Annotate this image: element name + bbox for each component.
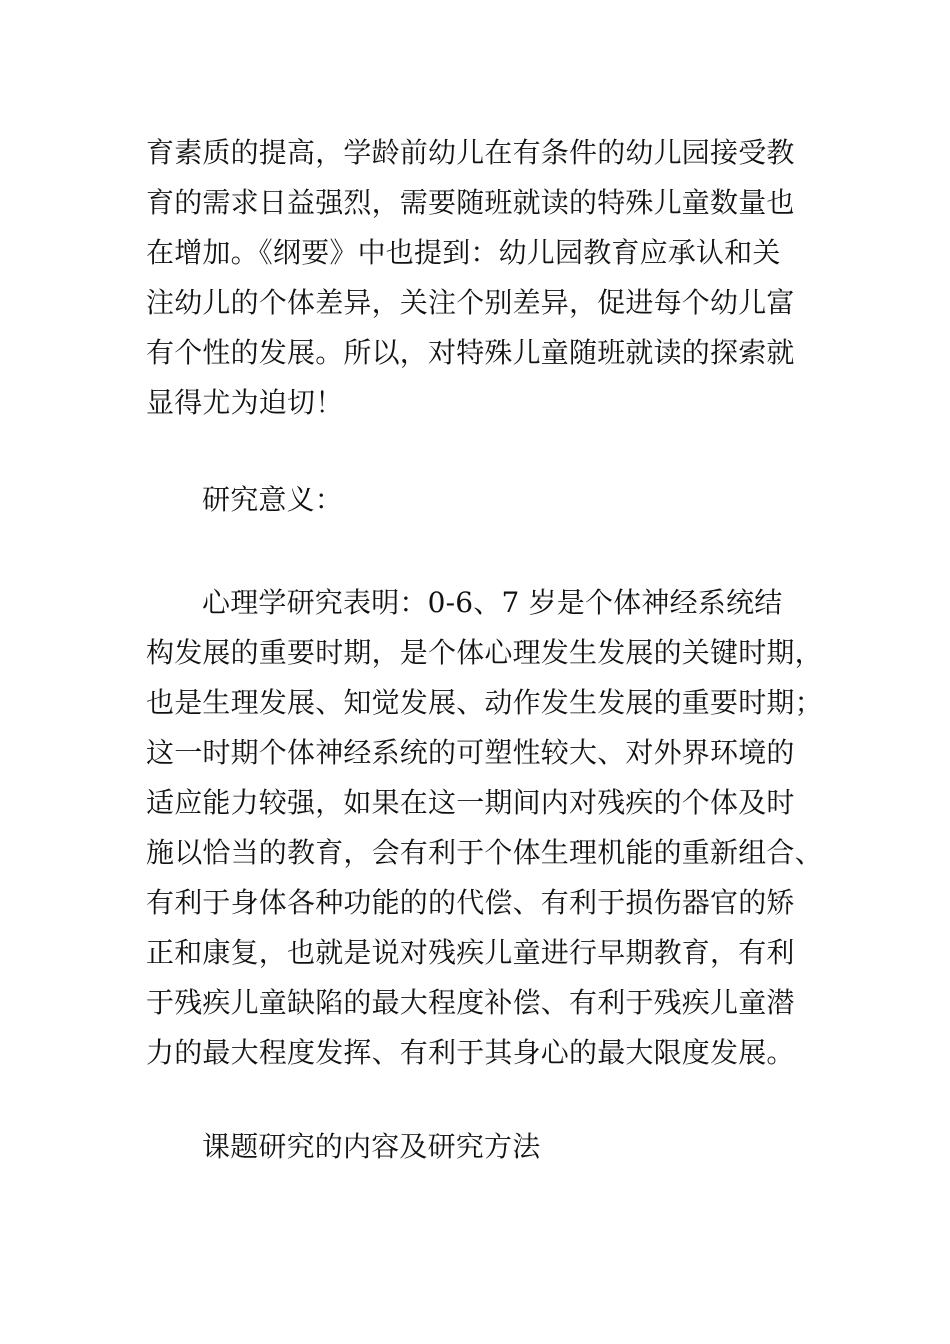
text-line: 注幼儿的个体差异，关注个别差异，促进每个幼儿富 — [146, 286, 795, 319]
text-line: 在增加。《纲要》中也提到：幼儿园教育应承认和关 — [146, 236, 781, 269]
section-heading-significance — [202, 475, 872, 525]
text-line: 这一时期个体神经系统的可塑性较大、对外界环境的 — [146, 736, 795, 769]
text-line: 力的最大程度发挥、有利于其身心的最大限度发展。 — [146, 1036, 795, 1069]
text-line: 显得尤为迫切！ — [146, 386, 344, 419]
text-line: 育素质的提高，学龄前幼儿在有条件的幼儿园接受教 — [146, 136, 795, 169]
text-line: 适应能力较强，如果在这一期间内对残疾的个体及时 — [146, 786, 795, 819]
text-line: 心理学研究表明：0-6、7 岁是个体神经系统结 — [202, 586, 783, 619]
text-line: 于残疾儿童缺陷的最大程度补偿、有利于残疾儿童潜 — [146, 986, 795, 1019]
heading-text: 研究意义： — [202, 483, 344, 516]
paragraph-background — [146, 128, 816, 428]
text-line: 育的需求日益强烈，需要随班就读的特殊儿童数量也 — [146, 186, 795, 219]
text-line: 正和康复，也就是说对残疾儿童进行早期教育，有利 — [146, 936, 795, 969]
text-line: 有个性的发展。所以，对特殊儿童随班就读的探索就 — [146, 336, 795, 369]
heading-text: 课题研究的内容及研究方法 — [202, 1130, 541, 1163]
text-line: 施以恰当的教育，会有利于个体生理机能的重新组合、 — [146, 836, 823, 869]
text-line: 也是生理发展、知觉发展、动作发生发展的重要时期； — [146, 686, 823, 719]
section-heading-content-methods — [202, 1122, 872, 1172]
paragraph-significance — [146, 578, 823, 1078]
text-line: 构发展的重要时期，是个体心理发生发展的关键时期， — [146, 636, 823, 669]
text-line: 有利于身体各种功能的的代偿、有利于损伤器官的矫 — [146, 886, 795, 919]
